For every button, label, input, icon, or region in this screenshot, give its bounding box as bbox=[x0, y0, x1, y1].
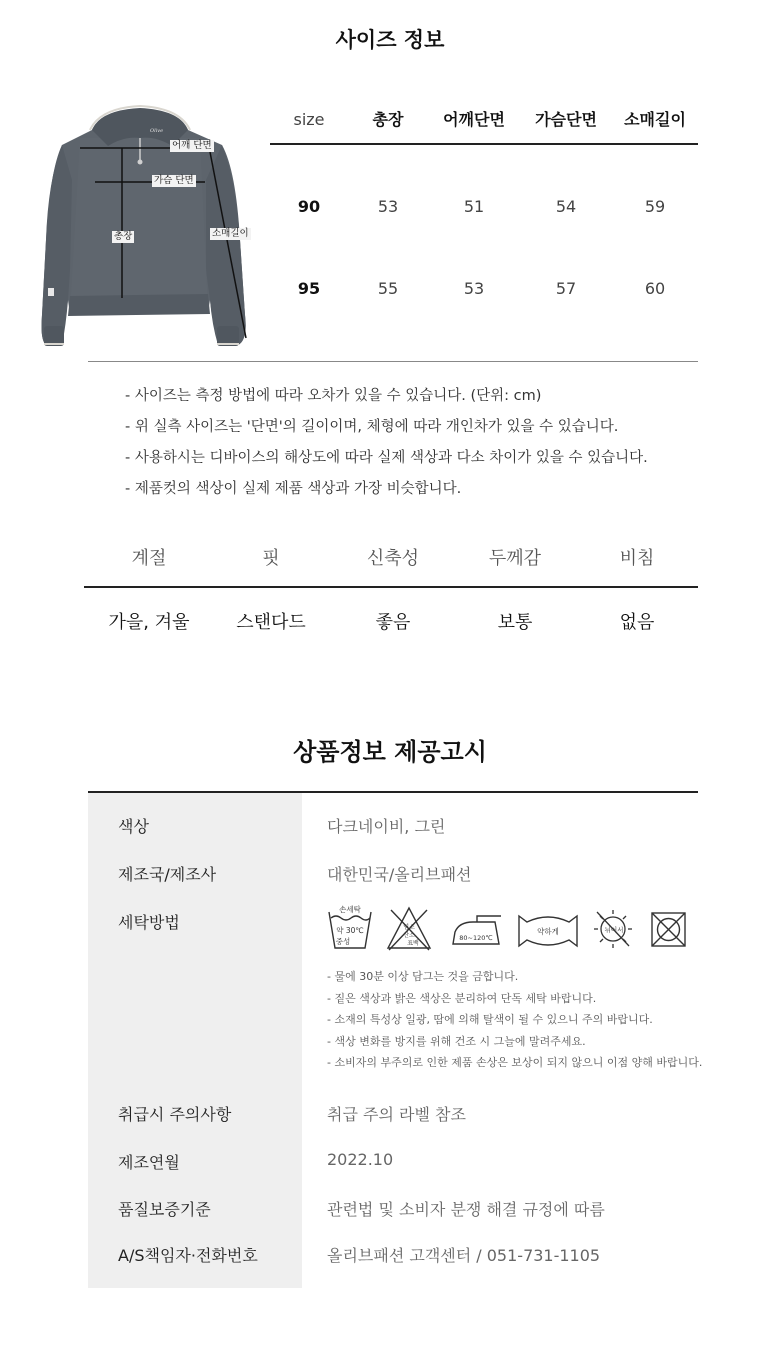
label-handling: 취급시 주의사항 bbox=[118, 1105, 232, 1124]
sweater-right-sleeve bbox=[206, 145, 246, 345]
attr-stretch-label: 신축성 bbox=[366, 548, 420, 569]
attr-thickness-label: 두께감 bbox=[488, 548, 542, 569]
size-section-divider bbox=[88, 361, 698, 362]
wash-note-item: - 소비자의 부주의로 인한 제품 손상은 보상이 되지 않으니 이점 양해 바랍니다. bbox=[327, 1056, 703, 1069]
row-size: 90 bbox=[297, 197, 321, 216]
value-as: 올리브패션 고객센터 / 051-731-1105 bbox=[327, 1246, 601, 1265]
attr-season-value: 가을, 겨울 bbox=[108, 612, 190, 633]
note-item: - 위 실측 사이즈는 '단면'의 길이이며, 체형에 따라 개인차가 있을 수 있습니다. bbox=[125, 419, 619, 435]
chest-label: 가슴 단면 bbox=[154, 175, 194, 186]
cell-sleeve: 59 bbox=[644, 197, 666, 216]
row-size: 95 bbox=[297, 279, 321, 298]
cell-shoulder: 53 bbox=[463, 279, 485, 298]
value-origin: 대한민국/올리브패션 bbox=[327, 865, 472, 884]
wash-note-item: - 짙은 색상과 밝은 색상은 분리하여 단독 세탁 바랍니다. bbox=[327, 991, 597, 1005]
size-info-title: 사이즈 정보 bbox=[335, 28, 445, 52]
header-chest: 가슴단면 bbox=[535, 110, 597, 129]
handwash-mid: 약 30℃ bbox=[336, 926, 364, 935]
value-color: 다크네이비, 그린 bbox=[327, 817, 446, 836]
attr-seethrough-label: 비침 bbox=[619, 548, 655, 569]
wash-note-item: - 색상 변화를 방지를 위해 건조 시 그늘에 말려주세요. bbox=[327, 1034, 586, 1048]
wash-note-item: - 물에 30분 이상 담그는 것을 금합니다. bbox=[327, 970, 519, 983]
table-row bbox=[270, 187, 698, 227]
cell-chest: 57 bbox=[555, 279, 577, 298]
label-date: 제조연월 bbox=[118, 1153, 180, 1172]
attribute-rule bbox=[84, 586, 698, 588]
value-date: 2022.10 bbox=[327, 1150, 394, 1169]
svg-text:Olive: Olive bbox=[150, 128, 164, 134]
sweater-hem bbox=[68, 294, 210, 316]
label-washing: 세탁방법 bbox=[118, 913, 180, 932]
shoulder-label: 어깨 단면 bbox=[172, 140, 212, 151]
wash-care-icons bbox=[327, 904, 697, 954]
cell-shoulder: 51 bbox=[463, 197, 485, 216]
wring-text: 약하게 bbox=[537, 927, 559, 936]
attr-fit-value: 스탠다드 bbox=[236, 612, 306, 633]
header-sleeve: 소매길이 bbox=[624, 110, 686, 129]
note-item: - 제품컷의 색상이 실제 제품 색상과 가장 비슷합니다. bbox=[125, 481, 462, 497]
cell-chest: 54 bbox=[555, 197, 577, 216]
size-table-header bbox=[270, 100, 698, 140]
note-item: - 사이즈는 측정 방법에 따라 오차가 있을 수 있습니다. (단위: cm) bbox=[125, 388, 542, 404]
header-size: size bbox=[293, 110, 325, 129]
attribute-headers bbox=[88, 542, 698, 576]
size-table-header-rule bbox=[270, 143, 698, 145]
bleach-text3: 표백 bbox=[407, 940, 419, 947]
cell-length: 55 bbox=[377, 279, 399, 298]
dry-shade-text: 뉘어서 bbox=[604, 926, 624, 934]
bleach-text1: 염소 bbox=[403, 924, 415, 931]
value-handling: 취급 주의 라벨 참조 bbox=[327, 1105, 466, 1124]
note-item: - 사용하시는 디바이스의 해상도에 따라 실제 색상과 다소 차이가 있을 수 있습니다. bbox=[125, 450, 648, 466]
header-shoulder: 어깨단면 bbox=[443, 110, 505, 129]
attr-seethrough-value: 없음 bbox=[619, 612, 655, 633]
attr-thickness-value: 보통 bbox=[497, 612, 533, 633]
label-origin: 제조국/제조사 bbox=[118, 865, 217, 884]
label-quality: 품질보증기준 bbox=[118, 1200, 211, 1219]
iron-text: 80~120℃ bbox=[459, 934, 493, 942]
wash-notes bbox=[327, 966, 707, 1074]
label-as: A/S책임자·전화번호 bbox=[118, 1246, 258, 1265]
value-quality: 관련법 및 소비자 분쟁 해결 규정에 따름 bbox=[327, 1200, 605, 1219]
sleeve-label: 소매길이 bbox=[212, 228, 249, 239]
attribute-values bbox=[88, 606, 698, 640]
cell-sleeve: 60 bbox=[644, 279, 666, 298]
handwash-bottom: 중성 bbox=[335, 937, 351, 946]
cell-length: 53 bbox=[377, 197, 399, 216]
wash-note-item: - 소재의 특성상 일광, 땀에 의해 탈색이 될 수 있으니 주의 바랍니다. bbox=[327, 1013, 653, 1026]
attr-stretch-value: 좋음 bbox=[375, 612, 411, 633]
length-label: 총장 bbox=[114, 231, 133, 242]
attr-season-label: 계절 bbox=[131, 548, 167, 569]
label-color: 색상 bbox=[118, 817, 149, 836]
product-info-title: 상품정보 제공고시 bbox=[293, 738, 487, 766]
attr-fit-label: 핏 bbox=[262, 548, 280, 569]
header-length: 총장 bbox=[372, 110, 404, 129]
table-row bbox=[270, 269, 698, 309]
handwash-top: 손세탁 bbox=[339, 905, 361, 914]
size-notes bbox=[125, 384, 725, 508]
sweater-left-sleeve bbox=[42, 145, 73, 345]
bleach-text2: 산소 bbox=[403, 932, 415, 939]
no-tumble-dry-icon bbox=[652, 913, 685, 946]
